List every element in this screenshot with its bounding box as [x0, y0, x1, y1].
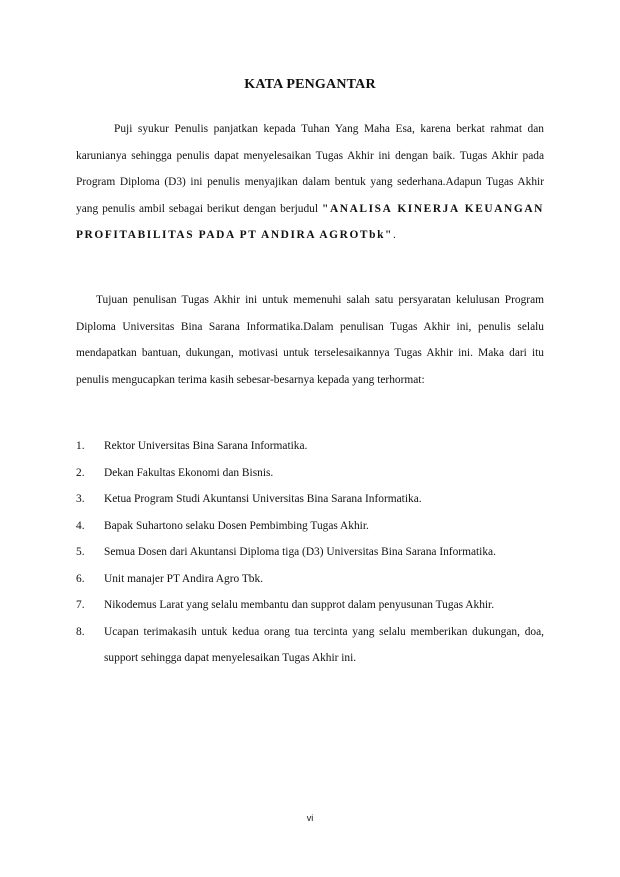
list-item-text: Nikodemus Larat yang selalu membantu dan supprot dalam penyusunan Tugas Akhir. — [104, 599, 495, 611]
list-item-text: Ketua Program Studi Akuntansi Universitas Bina Sarana Informatika. — [104, 493, 422, 505]
list-item-number: 1. — [76, 440, 85, 452]
list-item-number: 2. — [76, 466, 85, 479]
list-item — [76, 486, 544, 513]
page-title: KATA PENGANTAR — [244, 77, 376, 92]
list-item — [76, 619, 544, 672]
list-item-text: Semua Dosen dari Akuntansi Diploma tiga (D3) Universitas Bina Sarana Informatika. — [104, 546, 496, 558]
list-item-number: 8. — [76, 625, 85, 638]
list-item — [76, 460, 544, 487]
list-item — [76, 592, 544, 619]
paragraph-intro-end: . — [392, 229, 396, 241]
paragraph-purpose: Tujuan penulisan Tugas Akhir ini untuk memenuhi salah satu persyaratan kelulusan Program Diploma Universitas Bina Sarana Informatika.Dalam penulisan Tugas Akhir ini, penulis selalu mendapatkan bantuan, dukungan, motivasi untuk terselesaikannya Tugas Akhir ini. Maka dari itu penulis mengucapkan terima kasih sebesar-besarnya kepada yang terhormat: — [76, 294, 544, 386]
list-item-text: Unit manajer PT Andira Agro Tbk. — [104, 572, 264, 585]
thanks-list — [76, 433, 544, 672]
list-item — [76, 566, 544, 593]
list-item-number: 6. — [76, 572, 85, 585]
thesis-title: "ANALISA KINERJA KEUANGAN PROFITABILITAS PADA PT ANDIRA AGROTbk" — [76, 202, 544, 241]
paragraph-intro — [76, 116, 544, 249]
page-number: vi — [306, 813, 314, 823]
list-item-text: Dekan Fakultas Ekonomi dan Bisnis. — [104, 466, 274, 479]
list-item — [76, 433, 544, 460]
list-item-number: 4. — [76, 519, 85, 532]
paragraph-intro-text: Puji syukur Penulis panjatkan kepada Tuhan Yang Maha Esa, karena berkat rahmat dan karunianya sehingga penulis dapat menyelesaikan Tugas Akhir ini dengan baik. Tugas Akhir pada Program Diploma (D3) ini penulis menyajikan dalam bentuk yang sederhana.Adapun Tugas Akhir yang penulis ambil sebagai berikut dengan berjudul — [76, 123, 544, 215]
list-item — [76, 539, 544, 566]
list-item-text: Rektor Universitas Bina Sarana Informatika. — [104, 440, 308, 452]
list-item-number: 7. — [76, 599, 85, 611]
list-item — [76, 513, 544, 540]
list-item-number: 3. — [76, 493, 85, 505]
list-item-number: 5. — [76, 546, 85, 558]
list-item-text: Ucapan terimakasih untuk kedua orang tua tercinta yang selalu memberikan dukungan, doa, support sehingga dapat menyelesaikan Tugas Akhir ini. — [104, 625, 544, 664]
list-item-text: Bapak Suhartono selaku Dosen Pembimbing Tugas Akhir. — [104, 519, 369, 532]
